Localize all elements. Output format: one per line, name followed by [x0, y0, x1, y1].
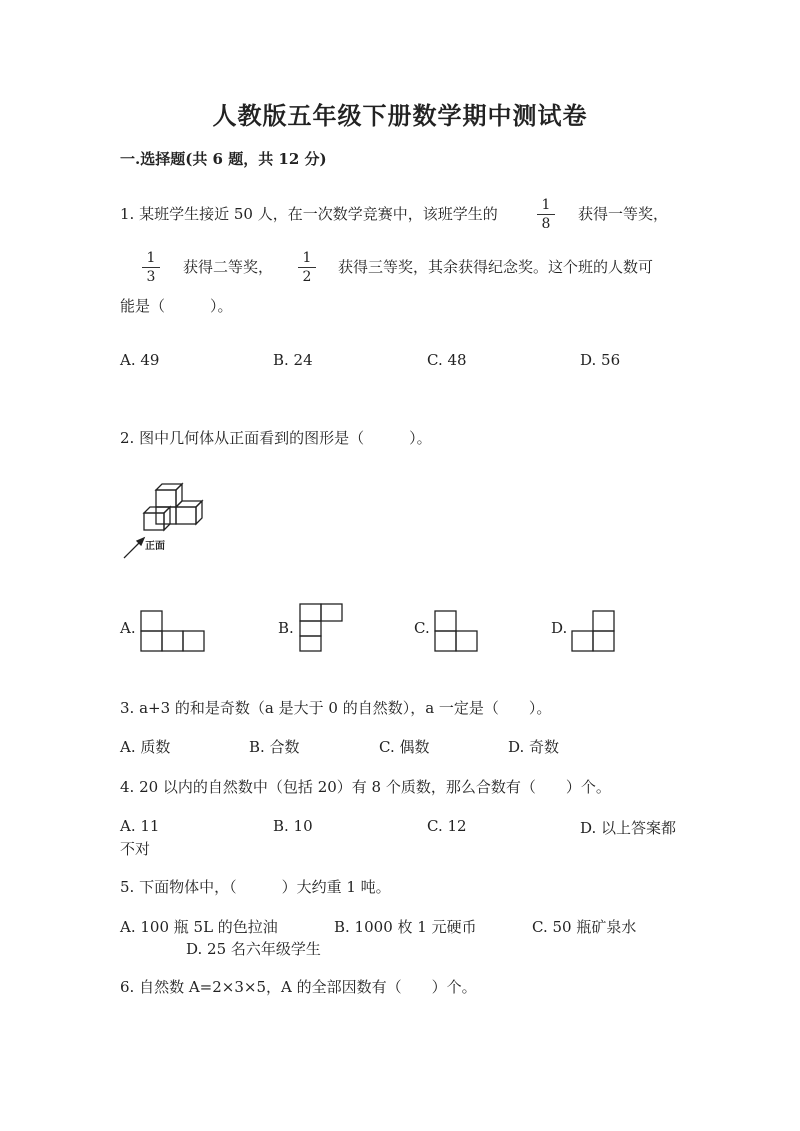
- q1-option-b[interactable]: B. 24: [273, 351, 313, 369]
- option-d-shape: [571, 610, 621, 655]
- fraction-denominator: 8: [541, 216, 551, 232]
- q3-option-c[interactable]: C. 偶数: [379, 738, 430, 756]
- cube-face: [156, 507, 176, 524]
- front-label: 正面: [145, 541, 165, 552]
- option-c-shape: [434, 610, 484, 655]
- cube-face: [164, 507, 170, 530]
- q2-option-d[interactable]: D.: [551, 619, 568, 637]
- q1-option-d[interactable]: D. 56: [580, 351, 621, 369]
- q1-option-a[interactable]: A. 49: [120, 351, 160, 369]
- fraction-denominator: 2: [302, 269, 312, 285]
- option-b-shape: [299, 603, 349, 655]
- q1-text-part3: 获得二等奖，: [183, 258, 274, 276]
- q3-option-a[interactable]: A. 质数: [120, 738, 171, 756]
- q1-text-part5: 能是（ ）。: [120, 297, 233, 315]
- q4-option-b[interactable]: B. 10: [273, 817, 313, 835]
- q5-option-d[interactable]: D. 25 名六年级学生: [186, 940, 321, 958]
- fraction-numerator: 1: [302, 250, 312, 266]
- cube-face: [196, 501, 202, 524]
- q1-text-part2: 获得一等奖，: [578, 205, 669, 223]
- q2-option-c[interactable]: C.: [414, 619, 430, 637]
- q4-option-d[interactable]: D. 以上答案都: [580, 819, 677, 837]
- q5-option-a[interactable]: A. 100 瓶 5L 的色拉油: [120, 918, 278, 936]
- fraction-bar: [298, 267, 316, 268]
- q1-fraction-3: [296, 250, 318, 285]
- q1-text-part4: 获得三等奖，其余获得纪念奖。这个班的人数可: [338, 258, 654, 276]
- cube-face: [144, 513, 164, 530]
- q5-option-c[interactable]: C. 50 瓶矿泉水: [532, 918, 637, 936]
- fraction-bar: [142, 267, 160, 268]
- page-title: 人教版五年级下册数学期中测试卷: [212, 101, 588, 130]
- fraction-denominator: 3: [146, 269, 156, 285]
- q2-text: 2. 图中几何体从正面看到的图形是（ ）。: [120, 429, 432, 447]
- q3-option-b[interactable]: B. 合数: [249, 738, 300, 756]
- q1-text-part1: 1. 某班学生接近 50 人，在一次数学竞赛中，该班学生的: [120, 205, 498, 223]
- q5-text: 5. 下面物体中，（ ）大约重 1 吨。: [120, 878, 391, 896]
- q4-option-a[interactable]: A. 11: [120, 817, 160, 835]
- fraction-bar: [537, 214, 555, 215]
- q1-option-c[interactable]: C. 48: [427, 351, 467, 369]
- q3-option-d[interactable]: D. 奇数: [508, 738, 560, 756]
- q5-option-b[interactable]: B. 1000 枚 1 元硬币: [334, 918, 477, 936]
- q6-text: 6. 自然数 A=2×3×5，A 的全部因数有（ ）个。: [120, 978, 477, 996]
- q4-text: 4. 20 以内的自然数中（包括 20）有 8 个质数，那么合数有（ ）个。: [120, 778, 611, 796]
- q2-option-a[interactable]: A.: [120, 619, 136, 637]
- q4-option-d-continued: 不对: [120, 840, 151, 858]
- fraction-numerator: 1: [541, 197, 551, 213]
- q3-text: 3. a+3 的和是奇数（a 是大于 0 的自然数），a 一定是（ ）。: [120, 699, 552, 717]
- q1-fraction-1: [535, 197, 557, 232]
- cube-figure: [118, 478, 218, 563]
- q4-option-c[interactable]: C. 12: [427, 817, 467, 835]
- option-a-shape: [140, 610, 210, 655]
- fraction-numerator: 1: [146, 250, 156, 266]
- cube-face: [176, 507, 196, 524]
- q2-option-b[interactable]: B.: [278, 619, 294, 637]
- q1-fraction-2: [140, 250, 162, 285]
- cube-face: [156, 490, 176, 507]
- section-heading: 一.选择题(共 6 题，共 12 分): [120, 150, 327, 168]
